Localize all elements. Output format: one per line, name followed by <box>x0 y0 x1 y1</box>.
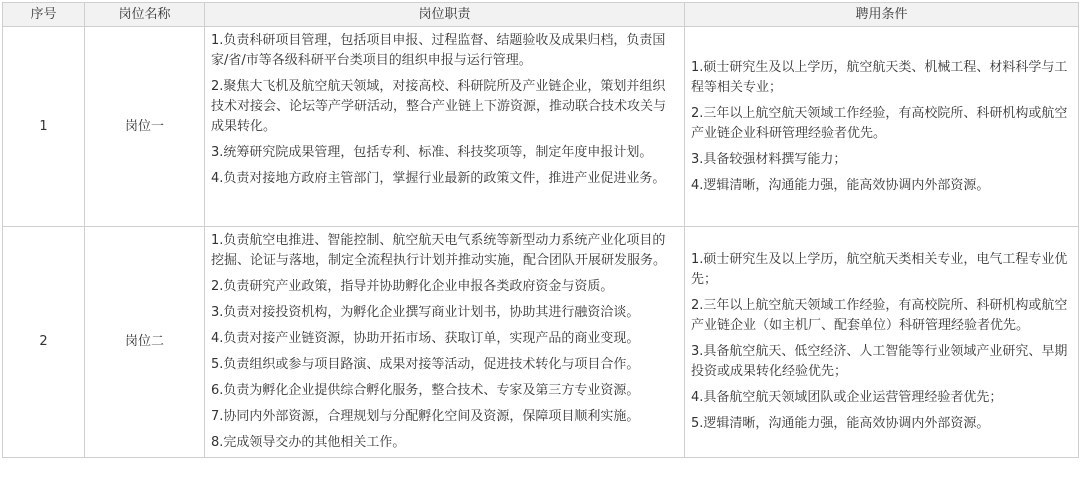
header-row <box>3 3 1079 27</box>
duty-item: 7.协同内外部资源，合理规划与分配孵化空间及资源，保障项目顺利实施。 <box>211 409 640 424</box>
requirement-item: 2.三年以上航空航天领域工作经验，有高校院所、科研机构或航空产业链企业科研管理经验者优先。 <box>691 105 1068 141</box>
header-requirements: 聘用条件 <box>685 3 1079 27</box>
duty-item: 2.负责研究产业政策，指导并协助孵化企业申报各类政府资金与资质。 <box>211 279 614 294</box>
duty-item: 4.负责对接产业链资源，协助开拓市场、获取订单，实现产品的商业变现。 <box>211 331 640 346</box>
row-position: 岗位一 <box>85 27 205 227</box>
requirement-item: 1.硕士研究生及以上学历，航空航天类相关专业，电气工程专业优先； <box>691 252 1068 287</box>
duties-cell <box>205 227 685 458</box>
duty-item: 8.完成领导交办的其他相关工作。 <box>211 435 406 450</box>
header-duties: 岗位职责 <box>205 3 685 27</box>
duty-item: 1.负责航空电推进、智能控制、航空航天电气系统等新型动力系统产业化项目的挖掘、论证与落地，制定全流程执行计划并推动实施，配合团队开展研发服务。 <box>211 233 667 268</box>
duty-item: 3.负责对接投资机构，为孵化企业撰写商业计划书，协助其进行融资洽谈。 <box>211 305 640 320</box>
table-row <box>3 227 1079 458</box>
duty-item: 3.统筹研究院成果管理，包括专利、标准、科技奖项等，制定年度申报计划。 <box>211 145 653 160</box>
requirements-cell <box>685 27 1079 227</box>
table-row <box>3 27 1079 227</box>
requirement-item: 4.具备航空航天领域团队或企业运营管理经验者优先； <box>691 390 1003 405</box>
requirements-cell <box>685 227 1079 458</box>
header-index: 序号 <box>3 3 85 27</box>
row-index: 2 <box>3 227 85 458</box>
requirement-item: 5.逻辑清晰，沟通能力强，能高效协调内外部资源。 <box>691 416 990 431</box>
requirement-item: 1.硕士研究生及以上学历，航空航天类、机械工程、材料科学与工程等相关专业； <box>691 59 1068 95</box>
row-position: 岗位二 <box>85 227 205 458</box>
duty-item: 1.负责科研项目管理，包括项目申报、过程监督、结题验收及成果归档，负责国家/省/市等各级科研平台类项目的组织申报与运行管理。 <box>211 33 666 68</box>
row-index: 1 <box>3 27 85 227</box>
requirement-item: 4.逻辑清晰，沟通能力强，能高效协调内外部资源。 <box>691 177 990 193</box>
requirement-item: 2.三年以上航空航天领域工作经验，有高校院所、科研机构或航空产业链企业（如主机厂、配套单位）科研管理经验者优先。 <box>691 298 1068 333</box>
requirement-item: 3.具备航空航天、低空经济、人工智能等行业领域产业研究、早期投资或成果转化经验优先； <box>691 344 1068 379</box>
duty-item: 4.负责对接地方政府主管部门，掌握行业最新的政策文件，推进产业促进业务。 <box>211 171 666 186</box>
duty-item: 5.负责组织或参与项目路演、成果对接等活动，促进技术转化与项目合作。 <box>211 357 640 372</box>
duty-item: 6.负责为孵化企业提供综合孵化服务，整合技术、专家及第三方专业资源。 <box>211 383 640 398</box>
recruitment-table <box>2 2 1079 458</box>
header-position: 岗位名称 <box>85 3 205 27</box>
requirement-item: 3.具备较强材料撰写能力； <box>691 151 847 167</box>
duty-item: 2.聚焦大飞机及航空航天领域，对接高校、科研院所及产业链企业，策划并组织技术对接会、论坛等产学研活动，整合产业链上下游资源，推动联合技术攻关与成果转化。 <box>211 79 667 134</box>
duties-cell <box>205 27 685 227</box>
